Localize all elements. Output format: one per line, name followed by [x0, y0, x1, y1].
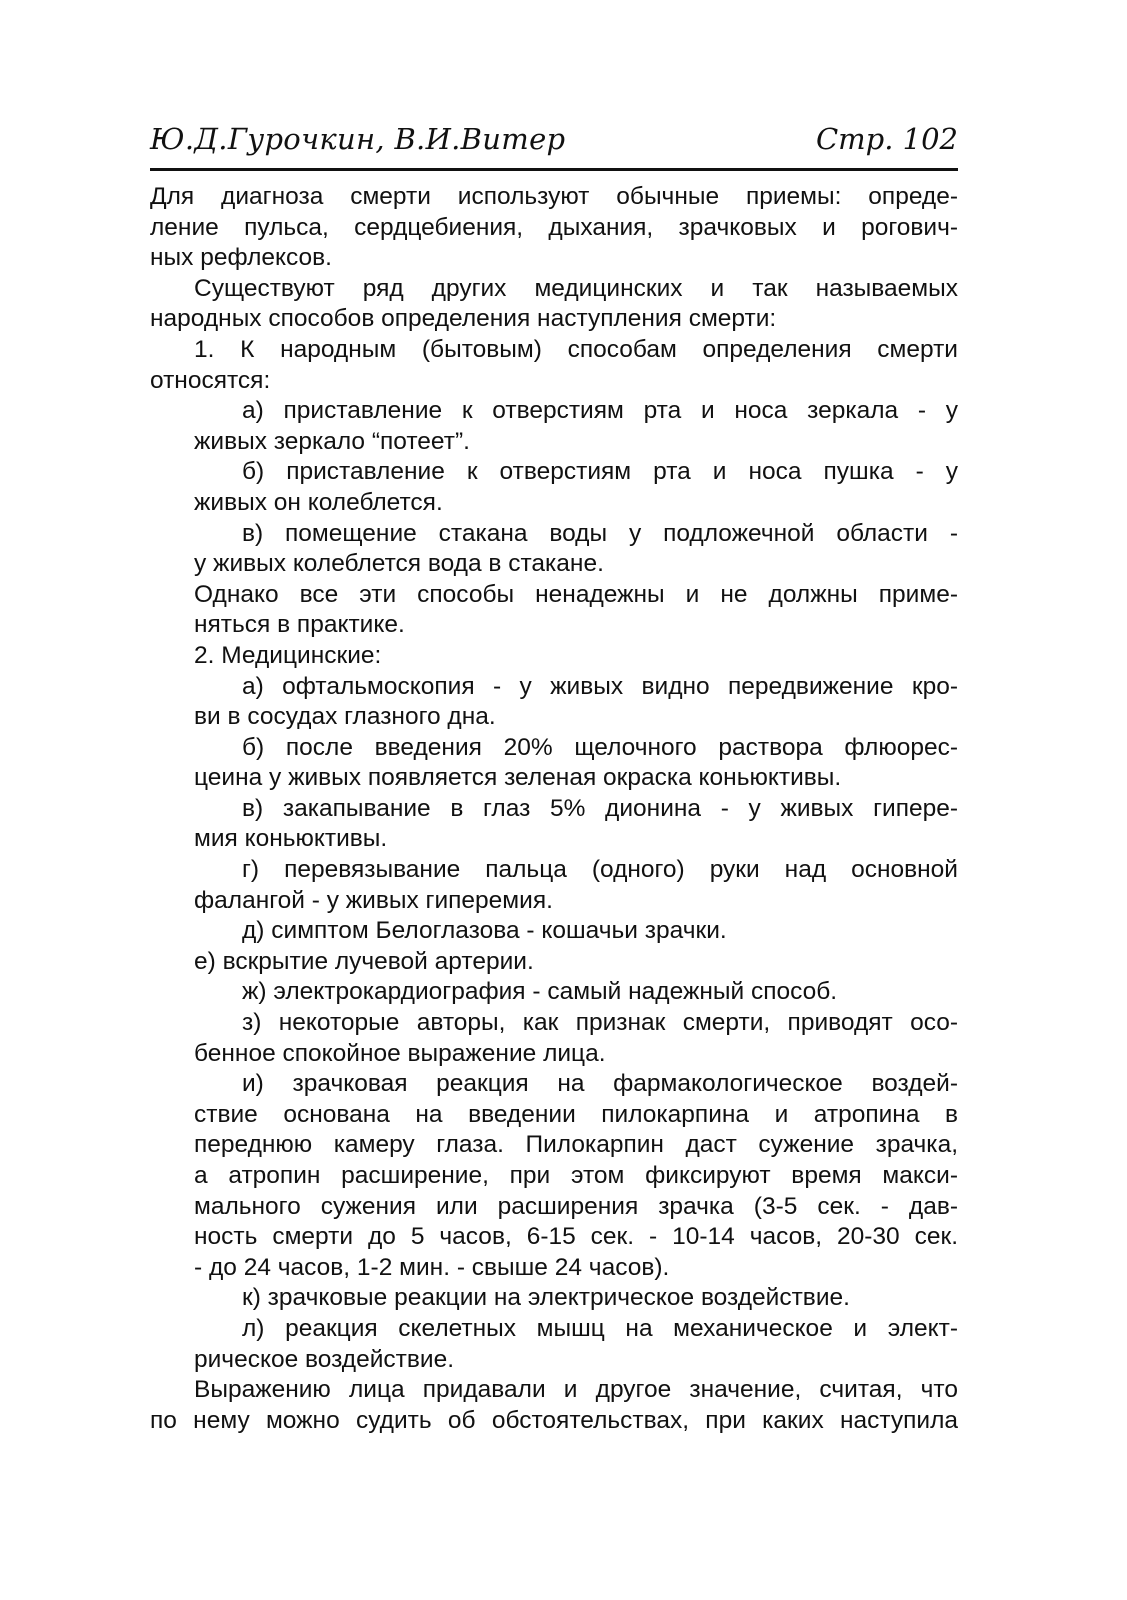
- text-line: фалангой - у живых гиперемия.: [194, 886, 553, 914]
- text-line: 1. К народным (бытовым) способам определения смерти: [194, 335, 958, 363]
- text-line: а атропин расширение, при этом фиксируют время макси-: [194, 1162, 958, 1189]
- header-authors: Ю.Д.Гурочкин, В.И.Витер: [150, 122, 566, 156]
- text-line: а) приставление к отверстиям рта и носа зеркала - у: [242, 397, 958, 425]
- text-line: ви в сосудах глазного дна.: [194, 703, 496, 731]
- text-line: а) офтальмоскопия - у живых видно передвижение кро-: [242, 672, 958, 700]
- header-page-number: Стр. 102: [815, 122, 958, 156]
- text-line: ление пульса, сердцебиения, дыхания, зрачковых и рогович-: [150, 213, 958, 241]
- running-header: [150, 118, 958, 174]
- text-line: Существуют ряд других медицинских и так называемых: [194, 274, 958, 302]
- text-line: Для диагноза смерти используют обычные приемы: опреде-: [150, 183, 958, 210]
- text-line: и) зрачковая реакция на фармакологическое воздей-: [242, 1070, 958, 1098]
- text-line: д) симптом Белоглазова - кошачьи зрачки.: [242, 917, 727, 945]
- text-line: переднюю камеру глаза. Пилокарпин даст сужение зрачка,: [194, 1131, 958, 1159]
- text-line: ствие основана на введении пилокарпина и атропина в: [194, 1100, 958, 1128]
- text-line: живых он колеблется.: [194, 488, 443, 516]
- text-line: ность смерти до 5 часов, 6-15 сек. - 10-14 часов, 20-30 сек.: [194, 1223, 958, 1251]
- text-line: няться в практике.: [194, 611, 405, 639]
- text-line: по нему можно судить об обстоятельствах, при каких наступила: [150, 1406, 958, 1434]
- header-rule: [150, 168, 958, 171]
- text-line: б) после введения 20% щелочного раствора флюорес-: [242, 733, 958, 761]
- text-line: л) реакция скелетных мышц на механическое и элект-: [242, 1314, 958, 1342]
- text-line: живых зеркало “потеет”.: [194, 427, 470, 455]
- text-line: у живых колеблется вода в стакане.: [194, 550, 604, 578]
- text-line: мия коньюктивы.: [194, 825, 388, 853]
- text-line: ж) электрокардиография - самый надежный способ.: [242, 978, 838, 1006]
- text-line: мального сужения или расширения зрачка (3-5 сек. - дав-: [194, 1192, 958, 1220]
- text-line: 2. Медицинские:: [194, 641, 382, 669]
- text-line: е) вскрытие лучевой артерии.: [194, 947, 534, 975]
- text-line: цеина у живых появляется зеленая окраска коньюктивы.: [194, 764, 842, 792]
- text-line: рическое воздействие.: [194, 1345, 455, 1373]
- text-line: относятся:: [150, 366, 271, 394]
- text-line: в) закапывание в глаз 5% дионина - у живых гипере-: [242, 794, 958, 822]
- page-body: [150, 182, 958, 1436]
- text-line: бенное спокойное выражение лица.: [194, 1039, 606, 1067]
- text-line: народных способов определения наступления смерти:: [150, 305, 777, 333]
- text-line: - до 24 часов, 1-2 мин. - свыше 24 часов).: [194, 1253, 670, 1281]
- text-line: Выражению лица придавали и другое значение, считая, что: [194, 1376, 958, 1404]
- text-line: к) зрачковые реакции на электрическое воздействие.: [242, 1284, 850, 1312]
- text-line: г) перевязывание пальца (одного) руки над основной: [242, 856, 958, 884]
- text-line: Однако все эти способы ненадежны и не должны приме-: [194, 580, 958, 608]
- text-line: з) некоторые авторы, как признак смерти, приводят осо-: [242, 1009, 958, 1037]
- text-line: б) приставление к отверстиям рта и носа пушка - у: [242, 458, 958, 486]
- text-line: в) помещение стакана воды у подложечной области -: [242, 519, 958, 547]
- text-line: ных рефлексов.: [150, 244, 332, 272]
